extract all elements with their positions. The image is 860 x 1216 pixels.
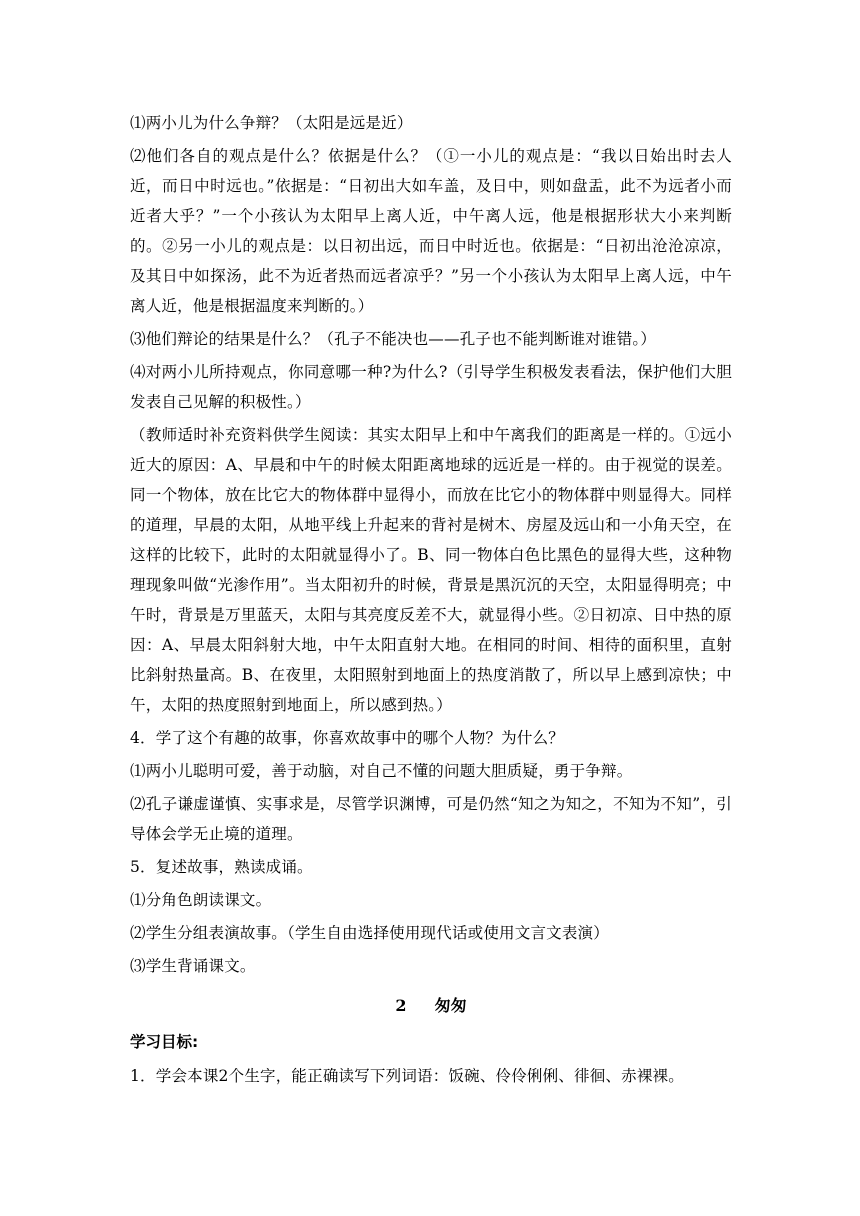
paragraph-item-5: 5．复述故事，熟读成诵。 — [130, 858, 313, 876]
lesson-number: 2 — [395, 996, 407, 1015]
lesson-heading — [130, 991, 732, 1021]
paragraph-item-5-1: ⑴分角色朗读课文。 — [130, 891, 272, 909]
paragraph-item-4-1: ⑴两小儿聪明可爱，善于动脑，对自己不懂的问题大胆质疑，勇于争辩。 — [130, 762, 633, 780]
paragraph-q4: ⑷对两小儿所持观点，你同意哪一种?为什么?（引导学生积极发表看法，保护他们大胆发表自己见解的积极性。） — [130, 363, 732, 411]
paragraph-item-4-2: ⑵孔子谦虚谨慎、实事求是，尽管学识渊博，可是仍然“知之为知之，不知为不知”，引导体会学无止境的道理。 — [130, 795, 732, 843]
paragraph-item-5-3: ⑶学生背诵课文。 — [130, 957, 256, 975]
objective-1: 1．学会本课2个生字，能正确读写下列词语：饭碗、伶伶俐俐、徘徊、赤裸裸。 — [130, 1067, 684, 1085]
lesson-title: 匆匆 — [434, 996, 467, 1015]
paragraph-supplement: （教师适时补充资料供学生阅读：其实太阳早上和中午离我们的距离是一样的。①远小近大的原因：A、早晨和中午的时候太阳距离地球的远近是一样的。由于视觉的误差。同一个物体，放在比它大的物体群中显得小，而放在比它小的物体群中则显得大。同样的道理，早晨的太阳，从地平线上升起来的背衬是树木、房屋及远山和一小角天空，在这样的比较下，此时的太阳就显得小了。B、同一物体白色比黑色的显得大些，这种物理现象叫做“光渗作用”。当太阳初升的时候，背景是黑沉沉的天空，太阳显得明亮；中午时，背景是万里蓝天，太阳与其亮度反差不大，就显得小些。②日初凉、日中热的原因：A、早晨太阳斜射大地，中午太阳直射大地。在相同的时间、相待的面积里，直射比斜射热量高。B、在夜里，太阳照射到地面上的热度消散了，所以早上感到凉快；中午，太阳的热度照射到地面上，所以感到热。） — [130, 426, 732, 714]
paragraph-q1: ⑴两小儿为什么争辩？（太阳是远是近） — [130, 114, 413, 132]
section-title: 学习目标: — [130, 1033, 199, 1051]
paragraph-item-4: 4．学了这个有趣的故事，你喜欢故事中的哪个人物？为什么？ — [130, 729, 564, 747]
paragraph-item-5-2: ⑵学生分组表演故事。（学生自由选择使用现代话或使用文言文表演） — [130, 924, 609, 942]
paragraph-q2: ⑵他们各自的观点是什么？依据是什么？（①一小儿的观点是：“我以日始出时去人近，而日中时远也。”依据是：“日初出大如车盖，及日中，则如盘盂，此不为远者小而近者大乎？”一个小孩认为太阳早上离人近，中午离人远，他是根据形状大小来判断的。②另一小儿的观点是：以日初出远，而日中时近也。依据是：“日初出沧沧凉凉，及其日中如探汤，此不为近者热而远者凉乎？”另一个小孩认为太阳早上离人远，中午离人近，他是根据温度来判断的。） — [130, 147, 732, 315]
paragraph-q3: ⑶他们辩论的结果是什么？（孔子不能决也——孔子也不能判断谁对谁错。） — [130, 330, 657, 348]
